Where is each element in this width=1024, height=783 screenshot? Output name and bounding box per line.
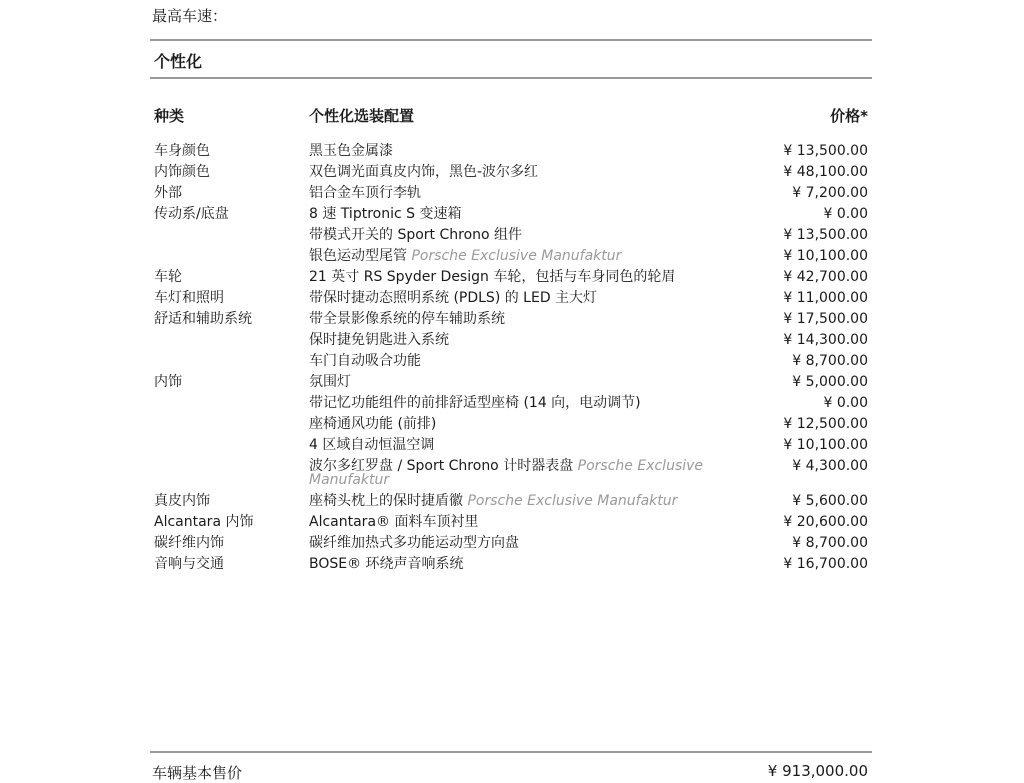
table-row <box>0 288 1024 309</box>
row-option-text: 座椅头枕上的保时捷盾徽 <box>309 493 463 509</box>
row-option-text: 带全景影像系统的停车辅助系统 <box>309 311 505 327</box>
footer-divider <box>150 751 872 753</box>
row-option-text: 座椅通风功能 (前排) <box>309 416 437 432</box>
row-price: ¥ 11,000.00 <box>783 290 868 306</box>
row-option-note: Porsche Exclusive Manufaktur <box>467 493 678 509</box>
table-row <box>0 512 1024 533</box>
row-option <box>309 351 709 372</box>
row-price: ¥ 10,100.00 <box>783 437 868 453</box>
table-row <box>0 372 1024 393</box>
row-option <box>309 491 709 512</box>
row-option-text: 黑玉色金属漆 <box>309 143 393 159</box>
table-row <box>0 141 1024 162</box>
row-price: ¥ 0.00 <box>823 206 868 222</box>
base-price-value: ¥ 913,000.00 <box>767 762 868 780</box>
base-price-label: 车辆基本售价 <box>152 764 243 782</box>
row-option-text: Alcantara® 面料车顶衬里 <box>309 514 479 530</box>
row-option <box>309 246 709 267</box>
row-option-note: Porsche Exclusive Manufaktur <box>411 248 622 264</box>
row-price: ¥ 20,600.00 <box>783 514 868 530</box>
row-price: ¥ 0.00 <box>823 395 868 411</box>
table-row <box>0 456 1024 491</box>
table-row <box>0 351 1024 372</box>
table-row <box>0 162 1024 183</box>
row-option-text: 车门自动吸合功能 <box>309 353 421 369</box>
table-row <box>0 246 1024 267</box>
row-option-text: 双色调光面真皮内饰，黑色-波尔多红 <box>309 164 539 180</box>
row-option <box>309 512 709 533</box>
row-price: ¥ 7,200.00 <box>792 185 868 201</box>
row-option-text: 氛围灯 <box>309 374 351 390</box>
row-price: ¥ 5,600.00 <box>792 493 868 509</box>
row-option <box>309 162 709 183</box>
row-category: 舒适和辅助系统 <box>154 311 252 327</box>
column-header-category: 种类 <box>154 107 185 125</box>
row-option-note: Porsche Exclusive Manufaktur <box>309 458 704 488</box>
row-option <box>309 267 709 288</box>
row-price: ¥ 13,500.00 <box>783 227 868 243</box>
row-category: 传动系/底盘 <box>154 206 229 222</box>
row-price: ¥ 48,100.00 <box>783 164 868 180</box>
row-category: 内饰颜色 <box>154 164 210 180</box>
row-option <box>309 204 709 225</box>
row-category: 碳纤维内饰 <box>154 535 224 551</box>
row-option-text: 铝合金车顶行李轨 <box>309 185 421 201</box>
row-price: ¥ 4,300.00 <box>792 458 868 474</box>
table-row <box>0 491 1024 512</box>
row-option <box>309 288 709 309</box>
row-option <box>309 372 709 393</box>
table-row <box>0 414 1024 435</box>
table-row <box>0 267 1024 288</box>
row-price: ¥ 8,700.00 <box>792 353 868 369</box>
row-category: 真皮内饰 <box>154 493 210 509</box>
table-row <box>0 393 1024 414</box>
table-row <box>0 309 1024 330</box>
row-price: ¥ 42,700.00 <box>783 269 868 285</box>
row-price: ¥ 8,700.00 <box>792 535 868 551</box>
row-option-text: 带保时捷动态照明系统 (PDLS) 的 LED 主大灯 <box>309 290 598 306</box>
column-header-price: 价格* <box>830 107 868 125</box>
row-option-text: 带记忆功能组件的前排舒适型座椅 (14 向，电动调节) <box>309 395 641 411</box>
table-row <box>0 554 1024 575</box>
row-category: Alcantara 内饰 <box>154 514 254 530</box>
options-table <box>0 141 1024 575</box>
row-price: ¥ 13,500.00 <box>783 143 868 159</box>
top-speed-label: 最高车速： <box>152 7 228 25</box>
row-option-text: 保时捷免钥匙进入系统 <box>309 332 449 348</box>
table-row <box>0 183 1024 204</box>
row-category: 车身颜色 <box>154 143 210 159</box>
row-option <box>309 554 709 575</box>
section-title: 个性化 <box>154 52 203 71</box>
row-price: ¥ 10,100.00 <box>783 248 868 264</box>
row-option <box>309 414 709 435</box>
table-row <box>0 435 1024 456</box>
row-option <box>309 309 709 330</box>
row-price: ¥ 5,000.00 <box>792 374 868 390</box>
row-option <box>309 459 709 487</box>
table-row <box>0 204 1024 225</box>
row-option <box>309 330 709 351</box>
section-top-divider <box>150 39 872 41</box>
row-option-text: 带模式开关的 Sport Chrono 组件 <box>309 227 523 243</box>
row-option-text: 8 速 Tiptronic S 变速箱 <box>309 206 462 222</box>
row-option <box>309 393 709 414</box>
row-option-text: 银色运动型尾管 <box>309 248 407 264</box>
column-header-option: 个性化选装配置 <box>309 107 415 125</box>
table-row <box>0 330 1024 351</box>
row-category: 车轮 <box>154 269 182 285</box>
row-price: ¥ 12,500.00 <box>783 416 868 432</box>
row-option-text: 波尔多红罗盘 / Sport Chrono 计时器表盘 <box>309 458 574 474</box>
row-category: 外部 <box>154 185 182 201</box>
row-option-text: 4 区域自动恒温空调 <box>309 437 435 453</box>
row-price: ¥ 14,300.00 <box>783 332 868 348</box>
row-price: ¥ 17,500.00 <box>783 311 868 327</box>
row-price: ¥ 16,700.00 <box>783 556 868 572</box>
row-category: 音响与交通 <box>154 556 224 572</box>
row-option <box>309 533 709 554</box>
row-category: 车灯和照明 <box>154 290 224 306</box>
row-option <box>309 141 709 162</box>
row-option <box>309 225 709 246</box>
table-row <box>0 225 1024 246</box>
table-row <box>0 533 1024 554</box>
row-option-text: 21 英寸 RS Spyder Design 车轮，包括与车身同色的轮眉 <box>309 269 676 285</box>
row-option <box>309 183 709 204</box>
row-option-text: 碳纤维加热式多功能运动型方向盘 <box>309 535 519 551</box>
section-bottom-divider <box>150 77 872 79</box>
row-option <box>309 435 709 456</box>
row-option-text: BOSE® 环绕声音响系统 <box>309 556 464 572</box>
row-category: 内饰 <box>154 374 182 390</box>
